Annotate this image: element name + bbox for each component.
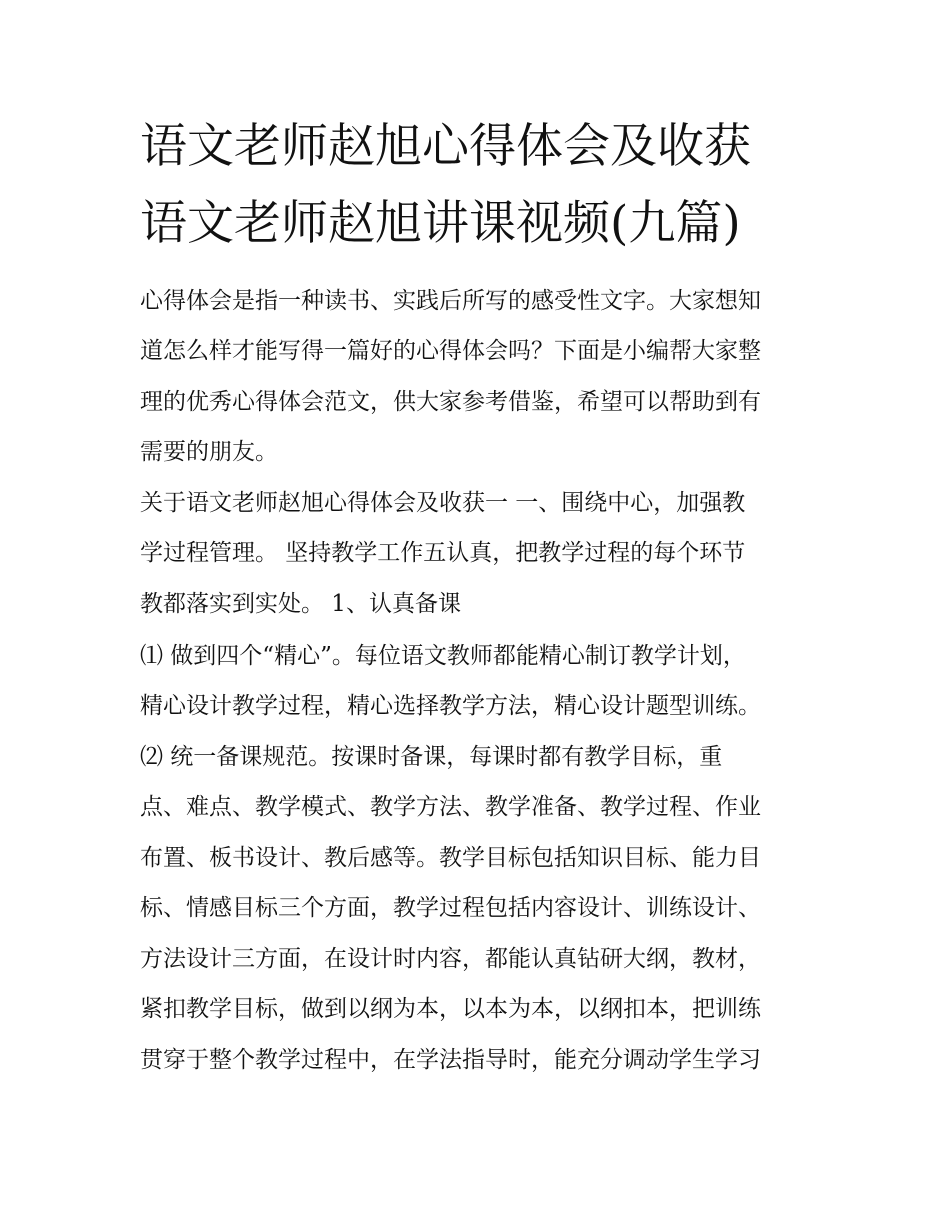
body-line: 需要的朋友。 [140, 439, 278, 465]
body-line: ⑴ 做到四个“精心”。每位语文教师都能精心制订教学计划， [140, 643, 746, 669]
body-line: 标、情感目标三个方面，教学过程包括内容设计、训练设计、 [140, 895, 761, 921]
body-line: 心得体会是指一种读书、实践后所写的感受性文字。大家想知 [140, 288, 761, 314]
body-line: 紧扣教学目标，做到以纲为本，以本为本，以纲扣本，把训练 [140, 996, 761, 1022]
body-line: ⑵ 统一备课规范。按课时备课，每课时都有教学目标，重 [140, 744, 723, 770]
body-line: 方法设计三方面，在设计时内容，都能认真钻研大纲，教材， [140, 946, 761, 972]
document-title-line-2: 语文老师赵旭讲课视频(九篇) [140, 196, 741, 251]
body-line: 点、难点、教学模式、教学方法、教学准备、教学过程、作业 [140, 794, 761, 820]
document-title-line-1: 语文老师赵旭心得体会及收获 [140, 119, 751, 174]
body-line: 精心设计教学过程，精心选择教学方法，精心设计题型训练。 [140, 693, 761, 719]
body-line: 教都落实到实处。 1、认真备课 [140, 591, 461, 617]
body-line: 关于语文老师赵旭心得体会及收获一 一、围绕中心，加强教 [140, 490, 746, 516]
body-line: 道怎么样才能写得一篇好的心得体会吗？下面是小编帮大家整 [140, 338, 761, 364]
body-line: 学过程管理。 坚持教学工作五认真，把教学过程的每个环节 [140, 540, 746, 566]
body-line: 理的优秀心得体会范文，供大家参考借鉴，希望可以帮助到有 [140, 389, 761, 415]
body-line: 贯穿于整个教学过程中，在学法指导时，能充分调动学生学习 [140, 1047, 761, 1073]
body-line: 布置、板书设计、教后感等。教学目标包括知识目标、能力目 [140, 845, 761, 871]
